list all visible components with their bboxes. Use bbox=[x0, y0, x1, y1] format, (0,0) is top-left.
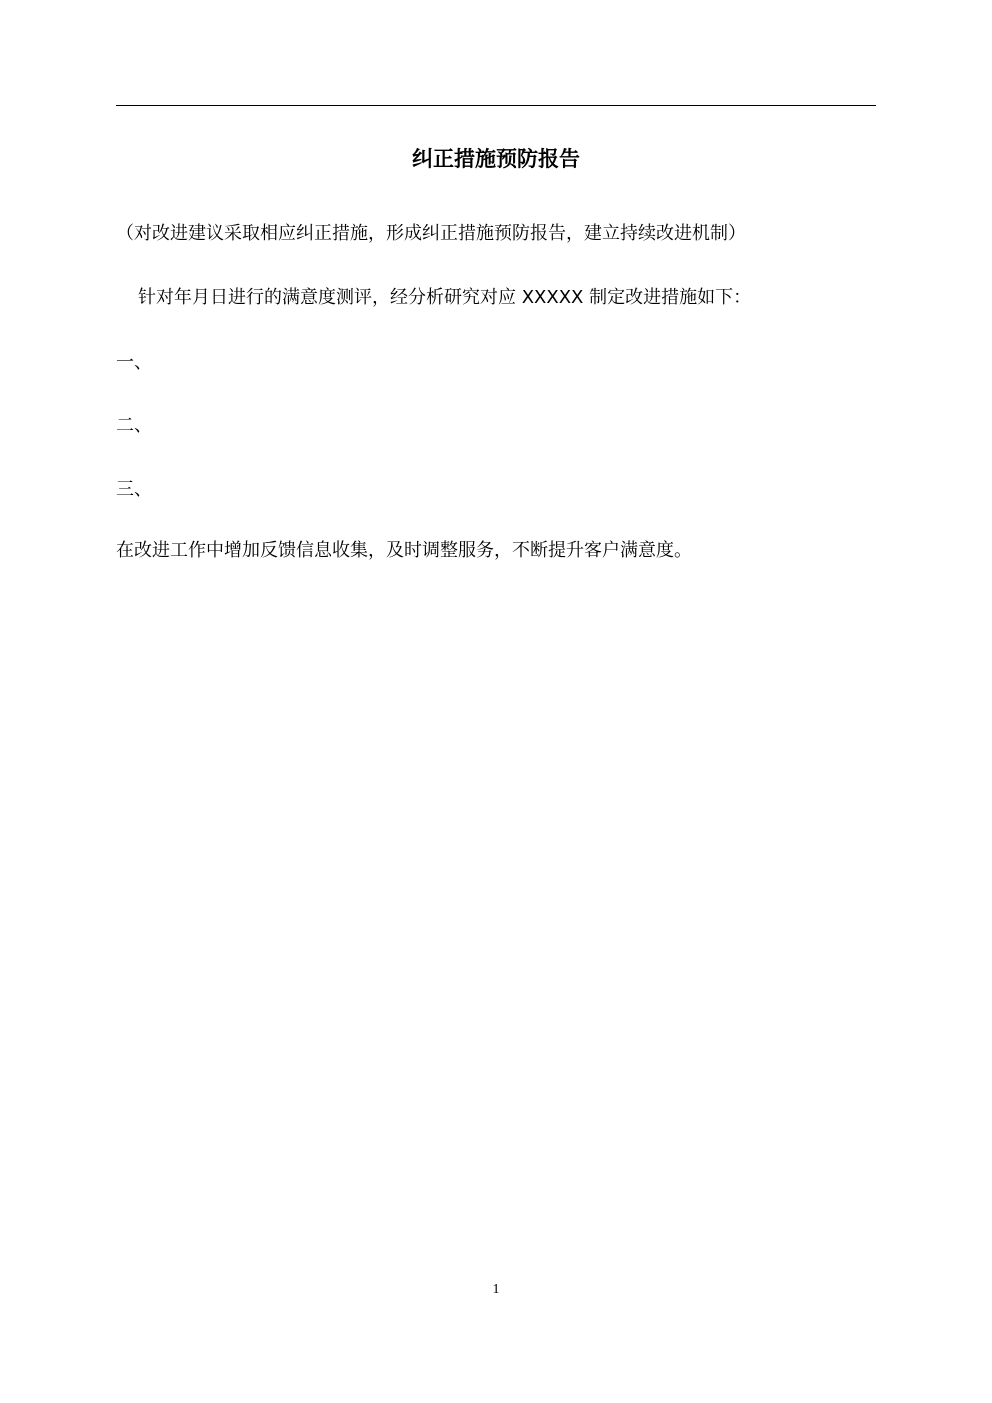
document-note: （对改进建议采取相应纠正措施，形成纠正措施预防报告，建立持续改进机制） bbox=[116, 223, 746, 244]
list-item: 一、 bbox=[116, 352, 152, 373]
page-number: 1 bbox=[492, 1282, 500, 1297]
list-item: 二、 bbox=[116, 415, 152, 436]
header-rule bbox=[116, 105, 876, 106]
intro-paragraph: 针对年月日进行的满意度测评，经分析研究对应 XXXXX 制定改进措施如下： bbox=[138, 287, 752, 308]
document-title: 纠正措施预防报告 bbox=[412, 147, 580, 171]
closing-paragraph: 在改进工作中增加反馈信息收集，及时调整服务，不断提升客户满意度。 bbox=[116, 540, 692, 561]
list-item: 三、 bbox=[116, 479, 152, 500]
